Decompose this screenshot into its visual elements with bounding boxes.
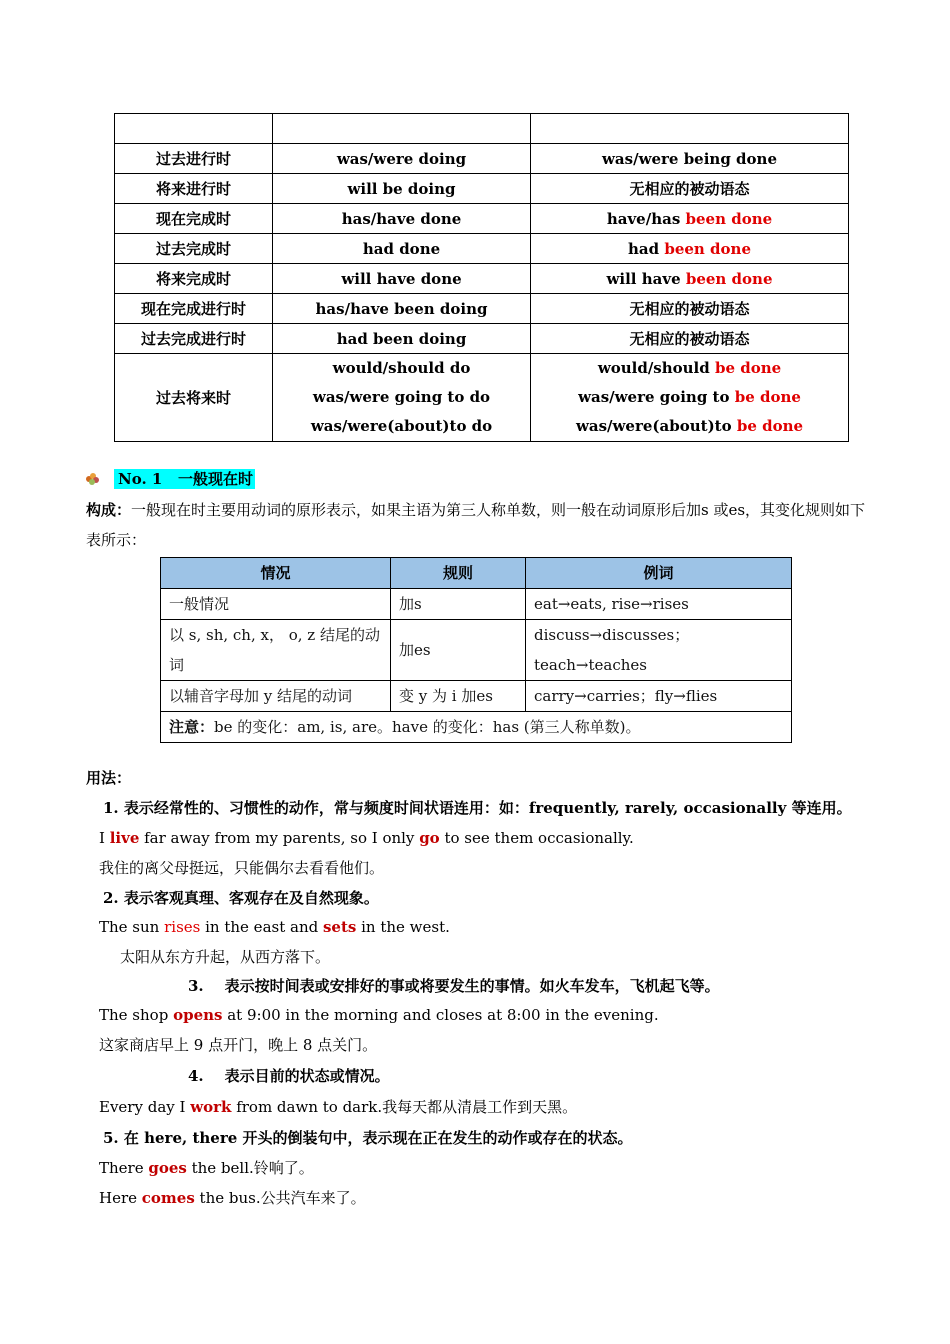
example-part: opens bbox=[173, 1006, 223, 1024]
usage-heading bbox=[103, 888, 379, 908]
passive-form bbox=[531, 324, 849, 354]
example-part: The shop bbox=[99, 1006, 174, 1024]
table-row bbox=[115, 294, 849, 324]
usage-heading bbox=[103, 798, 852, 818]
active-form: has/have been doing bbox=[273, 294, 531, 324]
table-row bbox=[161, 589, 792, 620]
example-sentence bbox=[99, 1097, 577, 1117]
tense-name: 过去完成进行时 bbox=[115, 324, 273, 354]
example-part: The sun bbox=[99, 918, 165, 936]
usage-heading-text: 表示目前的状态或情况。 bbox=[224, 1067, 390, 1085]
passive-part: been done bbox=[685, 209, 773, 228]
rule-rule: 变 y 为 i 加es bbox=[391, 681, 526, 712]
example-part: 这家商店早上 9 点开门，晚上 8 点关门。 bbox=[99, 1036, 378, 1054]
tense-name: 将来进行时 bbox=[115, 174, 273, 204]
example-part: go bbox=[419, 829, 440, 847]
active-form: had done bbox=[273, 234, 531, 264]
example-part: from dawn to dark.我每天都从清晨工作到天黑。 bbox=[231, 1098, 578, 1116]
passive-part: have/has bbox=[606, 209, 686, 228]
passive-part: been done bbox=[664, 239, 751, 258]
rule-example: carry→carries；fly→flies bbox=[526, 681, 792, 712]
table-cell bbox=[273, 114, 531, 144]
tense-table bbox=[114, 113, 849, 442]
example-part: far away from my parents, so I only bbox=[139, 829, 420, 847]
example-sentence bbox=[99, 1188, 366, 1208]
tense-name: 过去将来时 bbox=[115, 354, 273, 442]
table-cell bbox=[115, 114, 273, 144]
active-form: was/were doing bbox=[273, 144, 531, 174]
table-row bbox=[161, 712, 792, 743]
passive-part: will have bbox=[606, 269, 686, 288]
usage-heading-text: 1. 表示经常性的、习惯性的动作，常与频度时间状语连用：如：frequently, rarely, occasionally 等连用。 bbox=[103, 799, 852, 817]
table-row bbox=[115, 324, 849, 354]
active-line: was/were(about)to do bbox=[310, 417, 493, 435]
rule-example: discuss→discusses；teach→teaches bbox=[526, 620, 792, 681]
table-row bbox=[115, 144, 849, 174]
table-cell bbox=[531, 114, 849, 144]
usage-gap bbox=[204, 1067, 225, 1085]
example-sentence bbox=[99, 1005, 659, 1025]
example-part: goes bbox=[148, 1159, 187, 1177]
example-sentence bbox=[99, 858, 384, 878]
table-header-row bbox=[161, 558, 792, 589]
example-sentence bbox=[99, 1158, 314, 1178]
example-part: work bbox=[190, 1098, 232, 1116]
example-part: the bell.铃响了。 bbox=[186, 1159, 314, 1177]
example-part: There bbox=[99, 1159, 149, 1177]
active-form: has/have done bbox=[273, 204, 531, 234]
passive-part: been done bbox=[685, 269, 773, 288]
example-part: rises bbox=[164, 918, 201, 936]
passive-line bbox=[531, 412, 848, 441]
rules-table bbox=[160, 557, 792, 743]
rule-rule: 加s bbox=[391, 589, 526, 620]
passive-part: was/were(about)to bbox=[575, 417, 737, 435]
passive-part: had bbox=[628, 239, 665, 258]
usage-number: 3. bbox=[188, 977, 204, 995]
usage-label: 用法： bbox=[86, 769, 132, 787]
example-part: live bbox=[109, 829, 140, 847]
rule-case: 一般情况 bbox=[161, 589, 391, 620]
table-row bbox=[115, 204, 849, 234]
example-sentence bbox=[120, 947, 330, 967]
table-row bbox=[115, 114, 849, 144]
example-sentence bbox=[99, 917, 450, 937]
header-example: 例词 bbox=[526, 558, 792, 589]
header-case: 情况 bbox=[161, 558, 391, 589]
passive-part: was/were being done bbox=[602, 149, 777, 168]
usage-gap bbox=[204, 977, 225, 995]
passive-part: be done bbox=[734, 388, 801, 406]
active-form: will be doing bbox=[273, 174, 531, 204]
active-form: will have done bbox=[273, 264, 531, 294]
example-part: Here bbox=[99, 1189, 142, 1207]
rule-note: 注意：be 的变化：am, is, are。have 的变化：has (第三人称单数)。 bbox=[161, 712, 792, 743]
passive-line bbox=[531, 354, 848, 383]
passive-part: 无相应的被动语态 bbox=[629, 299, 750, 318]
tense-name: 现在完成进行时 bbox=[115, 294, 273, 324]
example-part: I bbox=[99, 829, 110, 847]
active-line: would/should do bbox=[332, 359, 471, 377]
passive-form bbox=[531, 234, 849, 264]
passive-part: was/were going to bbox=[578, 388, 735, 406]
passive-form bbox=[531, 144, 849, 174]
tense-name: 现在完成时 bbox=[115, 204, 273, 234]
example-part: at 9:00 in the morning and closes at 8:00 in the evening. bbox=[222, 1006, 659, 1024]
usage-heading-text: 2. 表示客观真理、客观存在及自然现象。 bbox=[103, 889, 379, 907]
usage-number: 4. bbox=[188, 1067, 204, 1085]
passive-form bbox=[531, 294, 849, 324]
active-form bbox=[273, 354, 531, 442]
example-part: Every day I bbox=[99, 1098, 191, 1116]
passive-form bbox=[531, 204, 849, 234]
passive-part: be done bbox=[736, 417, 804, 435]
section-title: No. 1 一般现在时 bbox=[114, 469, 255, 489]
passive-form bbox=[531, 174, 849, 204]
example-part: sets bbox=[322, 918, 357, 936]
usage-heading bbox=[188, 1066, 390, 1086]
active-form: had been doing bbox=[273, 324, 531, 354]
rule-example: eat→eats, rise→rises bbox=[526, 589, 792, 620]
tense-name: 过去完成时 bbox=[115, 234, 273, 264]
section-header bbox=[86, 468, 255, 490]
passive-part: be done bbox=[714, 359, 782, 377]
tense-name: 将来完成时 bbox=[115, 264, 273, 294]
rule-case: 以 s, sh, ch, x， o, z 结尾的动词 bbox=[161, 620, 391, 681]
example-sentence bbox=[99, 1035, 377, 1055]
example-part: in the west. bbox=[356, 918, 450, 936]
passive-form bbox=[531, 264, 849, 294]
example-part: 我住的离父母挺远，只能偶尔去看看他们。 bbox=[99, 859, 385, 877]
usage-heading-text: 5. 在 here, there 开头的倒装句中，表示现在正在发生的动作或存在的状态。 bbox=[103, 1129, 633, 1147]
table-row bbox=[161, 681, 792, 712]
rule-rule: 加es bbox=[391, 620, 526, 681]
construction-paragraph bbox=[86, 495, 876, 555]
passive-part: would/should bbox=[597, 359, 715, 377]
header-rule: 规则 bbox=[391, 558, 526, 589]
active-line: was/were going to do bbox=[312, 388, 491, 406]
construction-label: 构成： bbox=[86, 501, 132, 519]
usage-heading bbox=[188, 976, 720, 996]
construction-text: 一般现在时主要用动词的原形表示，如果主语为第三人称单数，则一般在动词原形后加s 或es，其变化规则如下表所示： bbox=[86, 501, 866, 549]
table-row bbox=[161, 620, 792, 681]
passive-part: 无相应的被动语态 bbox=[629, 329, 750, 348]
passive-form bbox=[531, 354, 849, 442]
example-part: the bus.公共汽车来了。 bbox=[194, 1189, 366, 1207]
example-sentence bbox=[99, 828, 634, 848]
table-row bbox=[115, 354, 849, 442]
example-part: in the east and bbox=[200, 918, 323, 936]
example-part: 太阳从东方升起，从西方落下。 bbox=[120, 948, 331, 966]
rule-case: 以辅音字母加 y 结尾的动词 bbox=[161, 681, 391, 712]
flower-icon bbox=[86, 473, 100, 485]
example-part: to see them occasionally. bbox=[439, 829, 634, 847]
usage-heading bbox=[103, 1128, 633, 1148]
table-row bbox=[115, 174, 849, 204]
table-row bbox=[115, 234, 849, 264]
tense-name: 过去进行时 bbox=[115, 144, 273, 174]
passive-part: 无相应的被动语态 bbox=[629, 179, 750, 198]
passive-line bbox=[531, 383, 848, 412]
usage-heading-text: 表示按时间表或安排好的事或将要发生的事情。如火车发车，飞机起飞等。 bbox=[224, 977, 720, 995]
example-part: comes bbox=[141, 1189, 195, 1207]
table-row bbox=[115, 264, 849, 294]
